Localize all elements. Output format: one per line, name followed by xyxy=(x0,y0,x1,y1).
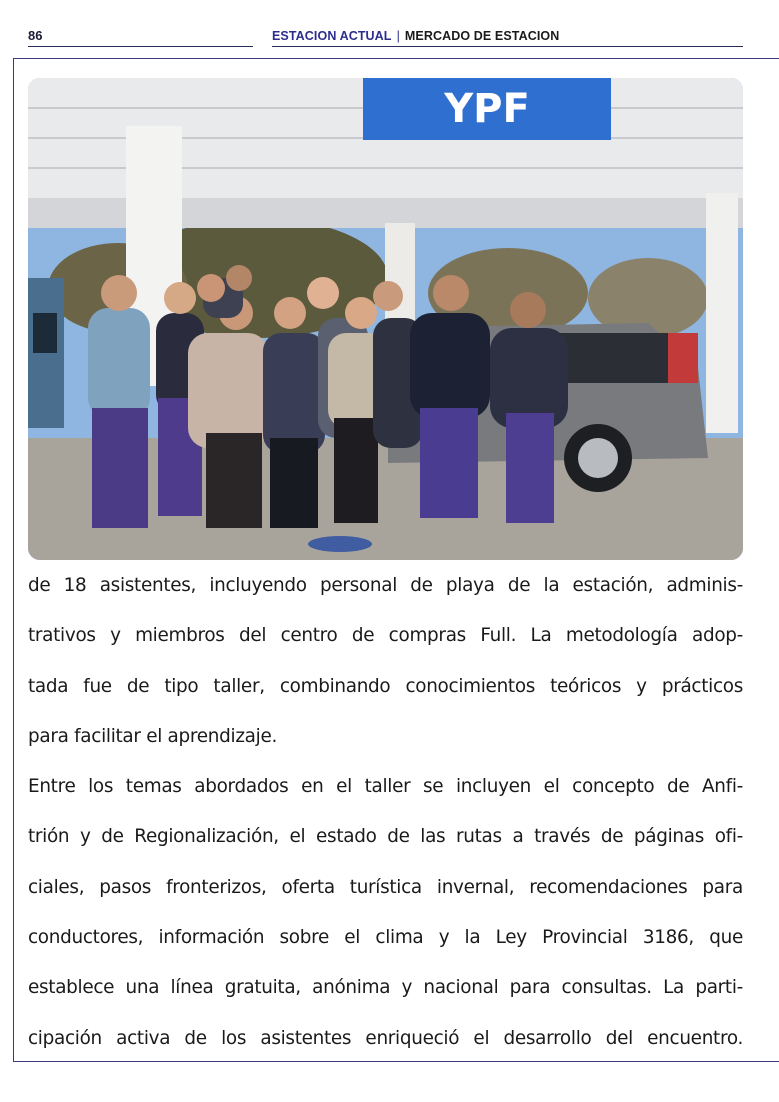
text-line: Entre los temas abordados en el taller se incluyen el concepto de Anfi- xyxy=(28,776,743,798)
article-photo xyxy=(28,78,743,560)
section-header xyxy=(272,29,559,43)
section-secondary: MERCADO DE ESTACION xyxy=(404,29,560,43)
header-rule-left xyxy=(28,46,253,47)
text-line: de 18 asistentes, incluyendo personal de playa de la estación, adminis- xyxy=(28,575,743,596)
page-number: 86 xyxy=(28,28,43,43)
text-line: ciales, pasos fronterizos, oferta turística invernal, recomendaciones para xyxy=(28,876,743,898)
header-rule-right xyxy=(272,46,743,47)
text-line: conductores, información sobre el clima y la Ley Provincial 3186, que xyxy=(28,927,743,949)
ypf-sign-text: YPF xyxy=(444,86,530,132)
text-line: trativos y miembros del centro de compras Full. La metodología adop- xyxy=(28,625,743,647)
text-line: trión y de Regionalización, el estado de las rutas a través de páginas ofi- xyxy=(28,826,743,848)
article-body xyxy=(28,561,743,1064)
paragraph-1 xyxy=(28,561,743,762)
text-line: establece una línea gratuita, anónima y nacional para consultas. La parti- xyxy=(28,977,743,999)
text-line: para facilitar el aprendizaje. xyxy=(28,725,278,747)
section-primary: ESTACION ACTUAL xyxy=(272,29,392,43)
text-line: tada fue de tipo taller, combinando conocimientos teóricos y prácticos xyxy=(28,675,743,697)
paragraph-2 xyxy=(28,762,743,1064)
section-separator: | xyxy=(396,29,400,43)
text-line: cipación activa de los asistentes enriqueció el desarrollo del encuentro. xyxy=(28,1027,743,1049)
